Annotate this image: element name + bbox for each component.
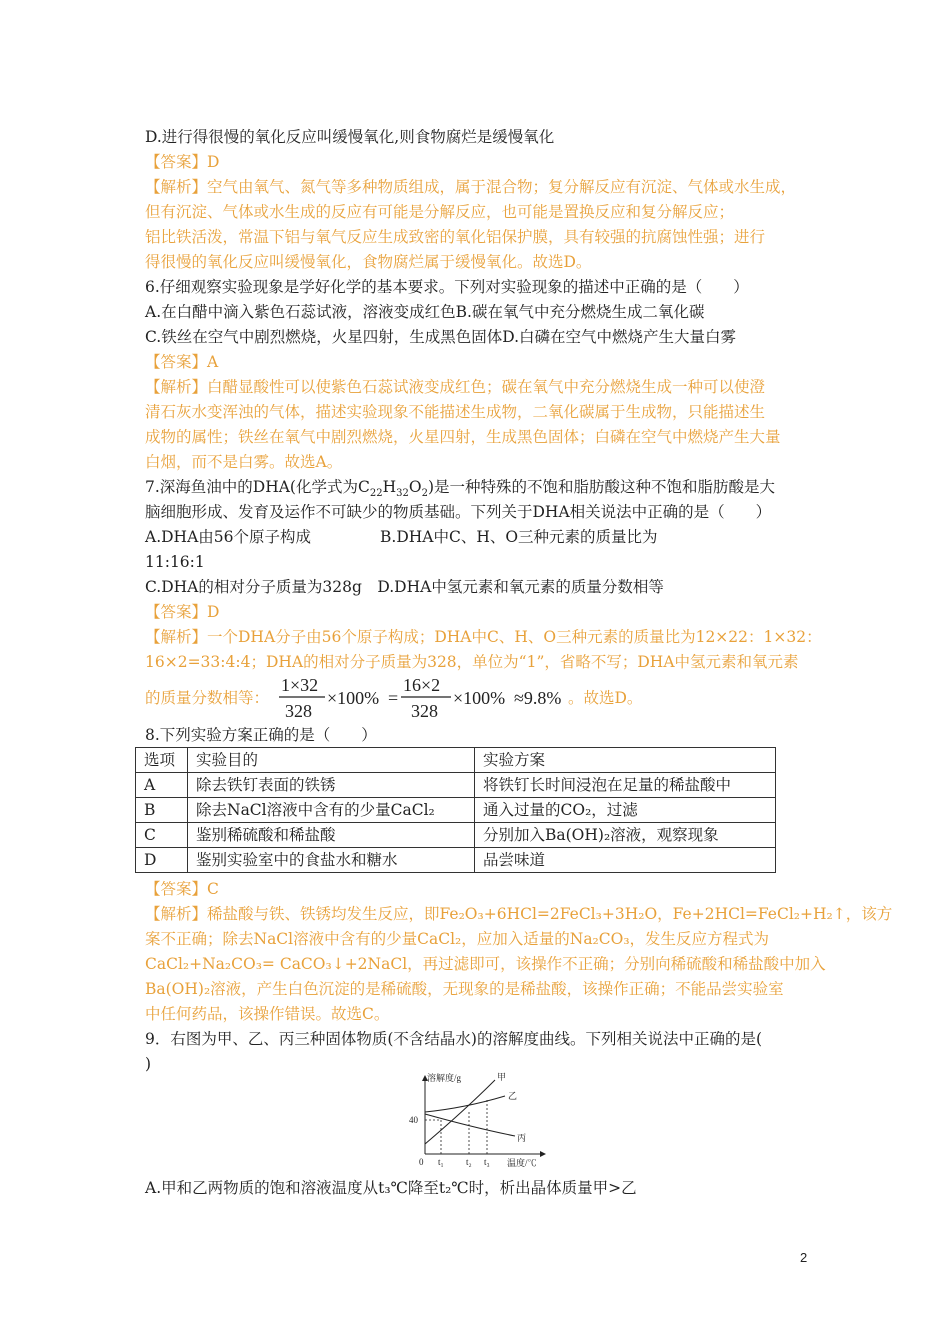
table-cell: 品尝味道 [475,848,776,873]
q7-analysis-1: 【解析】一个DHA分子由56个原子构成；DHA中C、H、O三种元素的质量比为12×22：1×32： [145,628,822,646]
q6-analysis-4: 白烟，而不是白雾。故选A。 [145,453,343,471]
q6-analysis-2: 清石灰水变浑浊的气体，描述实验现象不能描述生成物，二氧化碳属于生成物，只能描述生 [145,403,766,421]
q7-option-b: B.DHA中C、H、O三种元素的质量比为 [380,528,658,546]
q8-analysis-5: 中任何药品，该操作错误。故选C。 [145,1005,390,1023]
q9-option-a: A.甲和乙两物质的饱和溶液温度从t₃℃降至t₂℃时，析出晶体质量甲>乙 [145,1179,637,1197]
fraction-2-numerator: 16×2 [403,675,441,695]
q5-analysis-4: 得很慢的氧化反应叫缓慢氧化，食物腐烂属于缓慢氧化。故选D。 [145,253,592,271]
table-row [136,798,776,823]
q9-stem-cont: ) [145,1055,152,1073]
q7-analysis-3: 的质量分数相等： [145,689,270,707]
equals-sign: = [388,688,399,708]
table-cell: 将铁钉长时间浸泡在足量的稀盐酸中 [475,773,776,798]
solubility-curve-graph [405,1070,555,1175]
percent-2: ×100% [453,688,506,708]
q8-analysis-1: 【解析】稀盐酸与铁、铁锈均发生反应，即Fe₂O₃+6HCl=2FeCl₃+3H₂O，Fe+2HCl=FeCl₂+H₂↑，该方 [145,905,893,923]
graph-t2: t₂ [466,1157,472,1167]
mass-fraction-formula [265,673,565,723]
q6-stem: 6.仔细观察实验现象是学好化学的基本要求。下列对实验现象的描述中正确的是（ ） [145,278,749,296]
curve-jia [425,1080,495,1144]
table-cell: 除去铁钉表面的铁锈 [188,773,475,798]
table-row [136,848,776,873]
fraction-1-numerator: 1×32 [281,675,319,695]
table-cell: C [136,823,188,848]
graph-label-yi: 乙 [508,1091,518,1101]
table-cell: B [136,798,188,823]
experiment-table [135,747,776,873]
q7-analysis-2: 16×2=33:4:4；DHA的相对分子质量为328，单位为“1”，省略不写；DHA中氢元素和氧元素 [145,653,799,671]
table-header-cell: 选项 [136,748,188,773]
dha-formula: $C_{22}H_{32}O_2$ [357,478,428,500]
q5-analysis-1: 【解析】空气由氧气、氮气等多种物质组成，属于混合物；复分解反应有沉淀、气体或水生成， [145,178,797,196]
q5-analysis-2: 但有沉淀、气体或水生成的反应有可能是分解反应，也可能是置换反应和复分解反应； [145,203,735,221]
q7-answer: 【答案】D [145,603,220,621]
fraction-1-denominator: 328 [285,701,312,721]
q5-analysis-3: 铝比铁活泼，常温下铝与氧气反应生成致密的氧化铝保护膜，具有较强的抗腐蚀性强；进行 [145,228,766,246]
table-cell: A [136,773,188,798]
q9-stem: 9．右图为甲、乙、丙三种固体物质(不含结晶水)的溶解度曲线。下列相关说法中正确的是( [145,1030,763,1048]
graph-x-label: 温度/℃ [507,1158,537,1168]
graph-label-bing: 丙 [517,1133,527,1143]
curve-yi [425,1096,505,1112]
table-cell: D [136,848,188,873]
graph-y-tick-40: 40 [409,1115,418,1125]
graph-t3: t₃ [484,1157,490,1167]
graph-origin: 0 [419,1157,424,1167]
q8-analysis-2: 案不正确；除去NaCl溶液中含有的少量CaCl₂，应加入适量的Na₂CO₃，发生反应方程式为 [145,930,770,948]
q7-analysis-3-end: 。故选D。 [568,689,643,707]
q6-analysis-3: 成物的属性；铁丝在氧气中剧烈燃烧，火星四射，生成黑色固体；白磷在空气中燃烧产生大量 [145,428,781,446]
table-cell: 通入过量的CO₂，过滤 [475,798,776,823]
q6-options-ab: A.在白醋中滴入紫色石蕊试液，溶液变成红色B.碳在氧气中充分燃烧生成二氧化碳 [145,303,705,321]
table-cell: 鉴别稀硫酸和稀盐酸 [188,823,475,848]
table-row [136,823,776,848]
q7-option-b-cont: 11:16:1 [145,553,205,571]
q8-analysis-4: Ba(OH)₂溶液，产生白色沉淀的是稀硫酸，无现象的是稀盐酸，该操作正确；不能品尝实验室 [145,980,784,998]
graph-t1: t₁ [438,1157,444,1167]
q8-stem: 8.下列实验方案正确的是（ ） [145,726,377,744]
q8-answer: 【答案】C [145,880,219,898]
fraction-2-denominator: 328 [411,701,438,721]
graph-label-jia: 甲 [497,1072,507,1082]
q7-options-cd: C.DHA的相对分子质量为328g D.DHA中氢元素和氧元素的质量分数相等 [145,578,664,596]
table-header-cell: 实验方案 [475,748,776,773]
q8-analysis-3: CaCl₂+Na₂CO₃= CaCO₃↓+2NaCl，再过滤即可，该操作不正确；分别向稀硫酸和稀盐酸中加入 [145,955,826,973]
q5-answer: 【答案】D [145,153,220,171]
table-cell: 分别加入Ba(OH)₂溶液，观察现象 [475,823,776,848]
table-header-row [136,748,776,773]
table-cell: 鉴别实验室中的食盐水和糖水 [188,848,475,873]
q6-options-cd: C.铁丝在空气中剧烈燃烧，火星四射，生成黑色固体D.白磷在空气中燃烧产生大量白雾 [145,328,737,346]
q6-analysis-1: 【解析】白醋显酸性可以使紫色石蕊试液变成红色；碳在氧气中充分燃烧生成一种可以使澄 [145,378,766,396]
graph-y-label: 溶解度/g [427,1073,462,1083]
q7-stem-2: 脑细胞形成、发育及运作不可缺少的物质基础。下列关于DHA相关说法中正确的是（ ） [145,503,772,521]
q6-answer: 【答案】A [145,353,219,371]
approx-result: ≈9.8% [514,688,562,708]
q7-option-a: A.DHA由56个原子构成 [145,528,311,546]
page-number: 2 [800,1250,808,1265]
q7-stem-1: 7.深海鱼油中的DHA(化学式为$C_{22}H_{32}O_2$)是一种特殊的不饱和脂肪酸这种不饱和脂肪酸是大 [145,478,776,500]
table-cell: 除去NaCl溶液中含有的少量CaCl₂ [188,798,475,823]
table-row [136,773,776,798]
percent-1: ×100% [327,688,380,708]
q5-option-d: D.进行得很慢的氧化反应叫缓慢氧化,则食物腐烂是缓慢氧化 [145,128,555,146]
table-header-cell: 实验目的 [188,748,475,773]
